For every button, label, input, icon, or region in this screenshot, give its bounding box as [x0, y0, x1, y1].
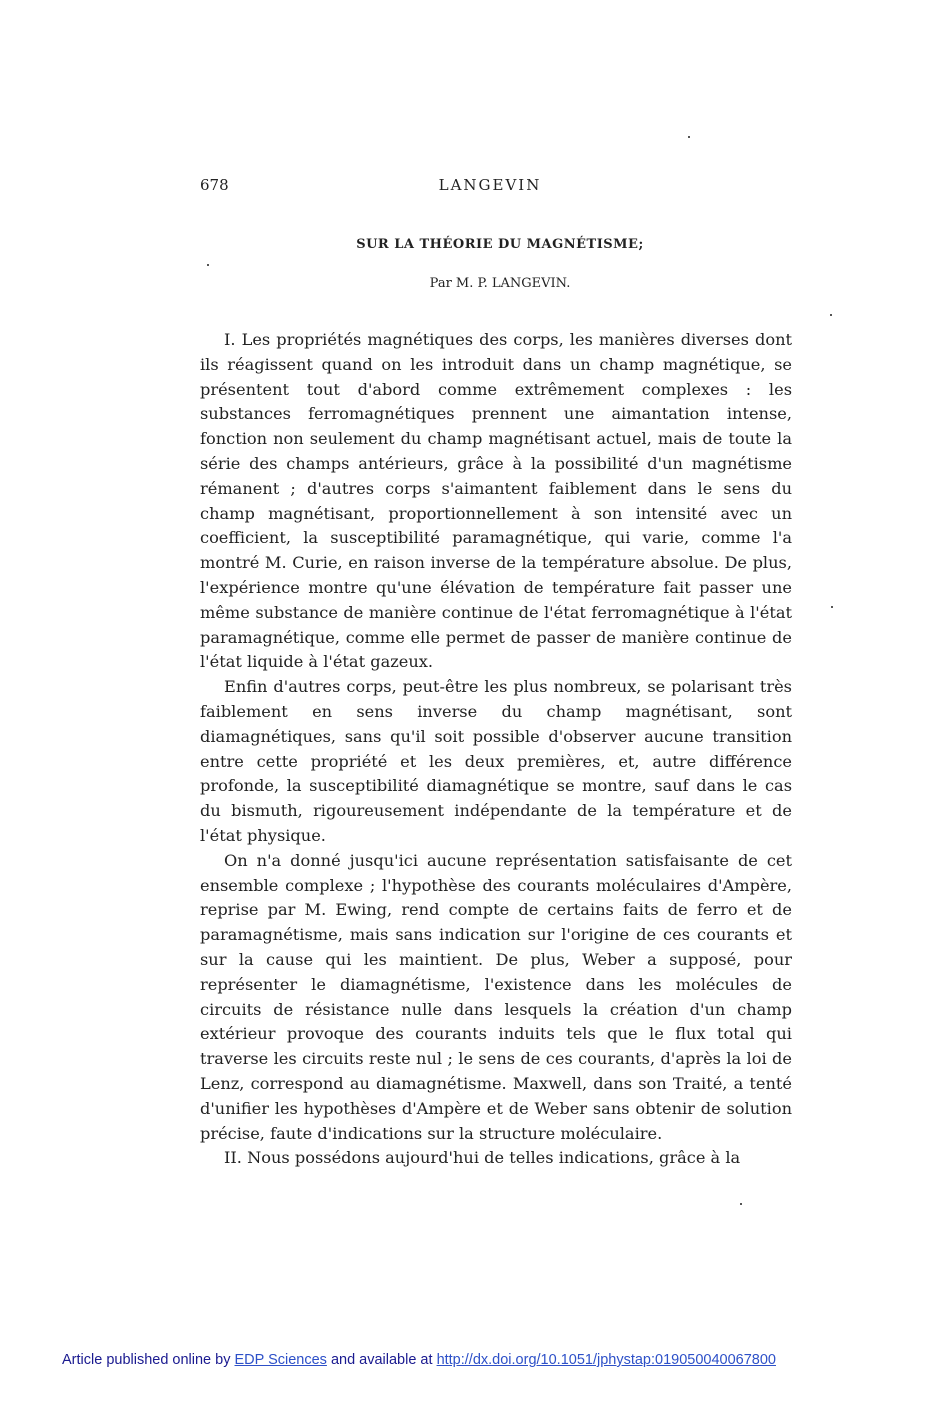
doi-link[interactable]: http://dx.doi.org/10.1051/jphystap:019050040067800 [436, 1352, 776, 1368]
footer-notice [62, 1352, 776, 1368]
author-line: Par M. P. LANGEVIN. [429, 276, 571, 291]
paragraph-1: I. Les propriétés magnétiques des corps, les manières diverses dont ils réagissent quand on les introduit dans un champ magnétique, se présentent tout d'abord comme extrêmement complexes : les substances ferromagnétiques prennent une aimantation intense, fonction non seulement du champ magnétisant actuel, mais de toute la série des champs antérieurs, grâce à la possibilité d'un magnétisme rémanent ; d'autres corps s'aimantent faiblement dans le sens du champ magnétisant, proportionnellement à son intensité avec un coefficient, la susceptibilité paramagnétique, qui varie, comme l'a montré M. Curie, en raison inverse de la température absolue. De plus, l'expérience montre qu'une élévation de température fait passer une même substance de manière continue de l'état ferromagnétique à l'état paramagnétique, comme elle permet de passer de manière continue de l'état liquide à l'état gazeux. [200, 330, 792, 672]
running-head: LANGEVIN [438, 176, 542, 194]
paragraph-4: II. Nous possédons aujourd'hui de telles indications, grâce à la [224, 1148, 741, 1168]
page-number: 678 [200, 176, 229, 194]
paragraph-3: On n'a donné jusqu'ici aucune représentation satisfaisante de cet ensemble complexe ; l'hypothèse des courants moléculaires d'Ampère, reprise par M. Ewing, rend compte de certains faits de ferro et de paramagnétisme, mais sans indication sur l'origine de ces courants et sur la cause qui les maintient. De plus, Weber a supposé, pour représenter le diamagnétisme, l'existence dans les molécules de circuits de résistance nulle dans lesquels la création d'un champ extérieur provoque des courants induits tels que le flux total qui traverse les circuits reste nul ; le sens de ces courants, d'après la loi de Lenz, correspond au diamagnétisme. Maxwell, dans son Traité, a tenté d'unifier les hypothèses d'Ampère et de Weber sans obtenir de solution précise, faute d'indications sur la structure moléculaire. [200, 850, 792, 1143]
scan-speck [830, 314, 832, 316]
article-body [200, 328, 792, 1171]
scan-speck [831, 606, 833, 608]
footer-prefix: Article published online by [62, 1352, 235, 1368]
scan-speck [688, 136, 690, 138]
article-title: SUR LA THÉORIE DU MAGNÉTISME; [356, 237, 644, 252]
scan-speck [740, 1203, 742, 1205]
paragraph-2: Enfin d'autres corps, peut-être les plus nombreux, se polarisant très faiblement en sens inverse du champ magnétisant, sont diamagnétiques, sans qu'il soit possible d'observer aucune transition entre cette propriété et les deux premières, et, autre différence profonde, la susceptibilité diamagnétique se montre, sauf dans le cas du bismuth, rigoureusement indépendante de la température et de l'état physique. [200, 677, 792, 845]
publisher-link[interactable]: EDP Sciences [234, 1352, 327, 1368]
scan-speck [207, 264, 209, 266]
footer-middle: and available at [326, 1352, 437, 1368]
